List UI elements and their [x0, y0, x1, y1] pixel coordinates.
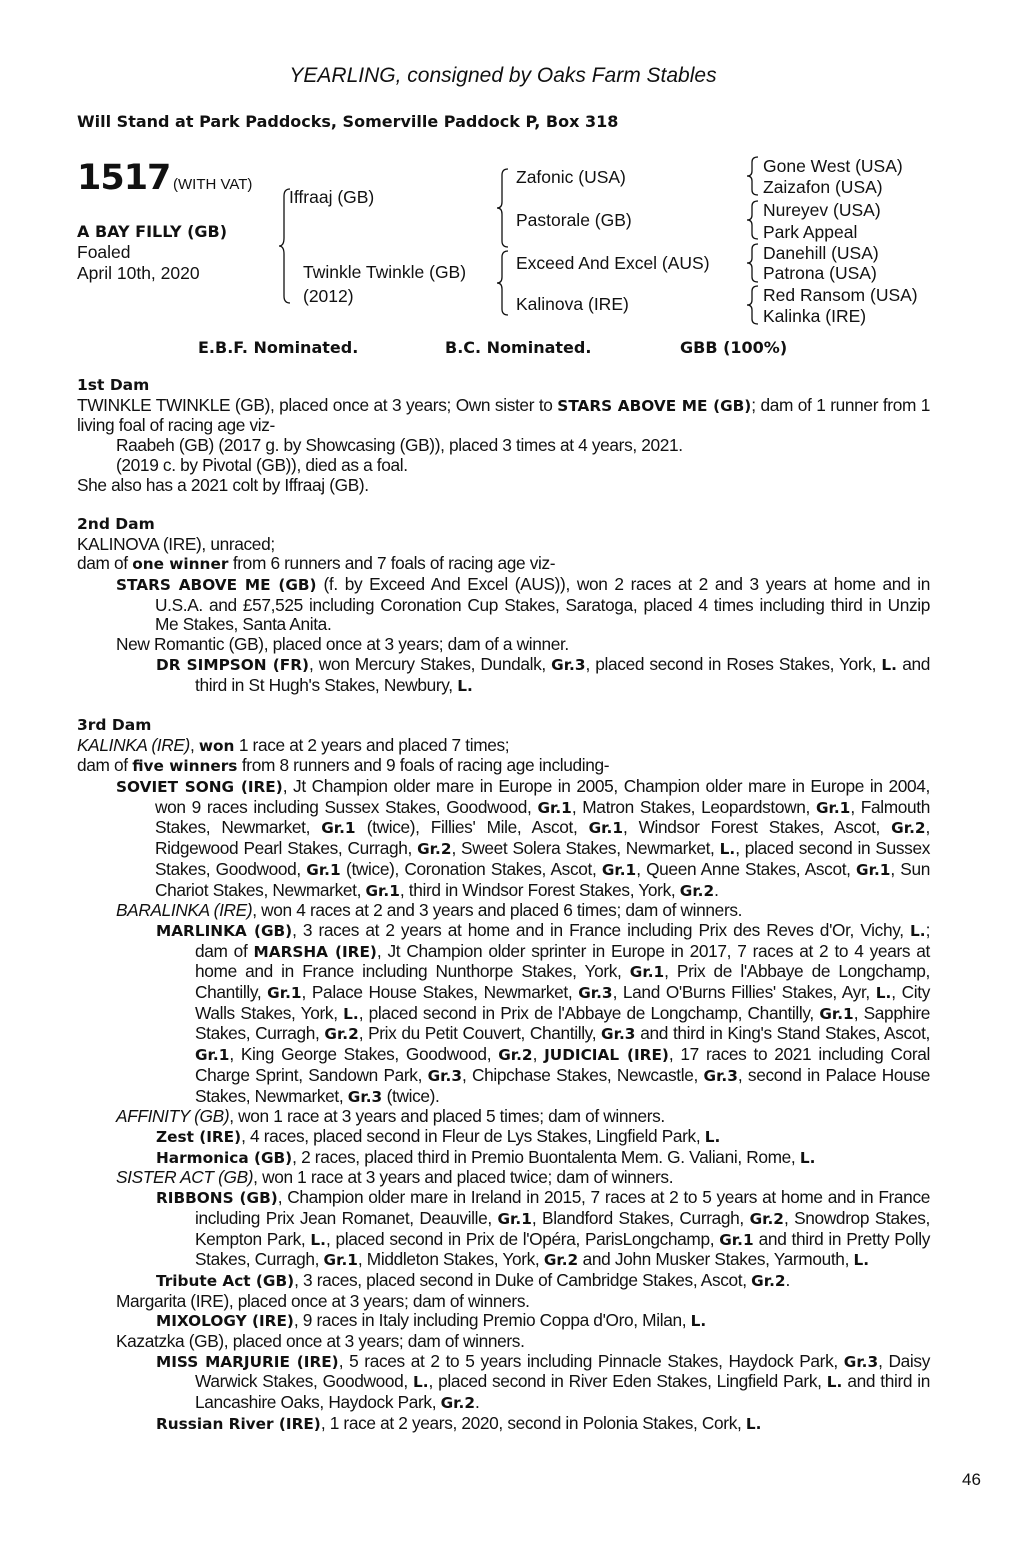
bold-text: DR SIMPSON (FR) — [156, 655, 309, 674]
produce-entry — [77, 1271, 930, 1292]
text-run: from 6 runners and 7 foals of racing age viz- — [228, 553, 556, 574]
text-run: , Matron Stakes, Leopardstown, — [571, 796, 816, 817]
text-run: , Sapphire Stakes, Curragh, — [195, 1002, 931, 1044]
pedigree-brace-3c — [746, 243, 760, 283]
text-run: , Chipchase Stakes, Newcastle, — [462, 1064, 704, 1085]
text-run: , Sun Chariot Stakes, Newmarket, — [155, 858, 930, 900]
bold-text: Gr.3 — [703, 1066, 738, 1085]
pedigree-brace-3b — [746, 200, 760, 240]
bold-text: L. — [881, 655, 897, 674]
text-run: , placed second in Prix de l'Abbaye de Longchamp, Chantilly, — [358, 1002, 820, 1023]
bold-text: Gr.1 — [321, 819, 356, 838]
bold-text: L. — [704, 1127, 721, 1146]
produce-entry — [77, 575, 930, 635]
ebf-nomination: E.B.F. Nominated. — [198, 338, 359, 357]
bold-text: Gr.2 — [751, 1271, 786, 1290]
bold-text: Gr.1 — [267, 984, 302, 1003]
bold-text: SOVIET SONG (IRE) — [116, 778, 283, 797]
bold-text: L. — [826, 1373, 843, 1392]
text-run: , 1 race at 2 years, 2020, second in Polonia Stakes, Cork, — [320, 1412, 746, 1433]
text-run: , Prix de l'Abbaye de Longchamp, Chantilly, — [195, 961, 931, 1003]
text-run: , Middleton Stakes, York, — [357, 1249, 544, 1270]
text-run: (2019 c. by Pivotal (GB)), died as a foal. — [116, 454, 408, 475]
bold-text: Gr.1 — [629, 963, 665, 982]
bold-text: Gr.2 — [440, 1394, 475, 1413]
pedigree-gen3-3: Nureyev (USA) — [763, 200, 881, 220]
section-heading: 2nd Dam — [77, 514, 155, 533]
text-run: , Sweet Solera Stakes, Newmarket, — [451, 838, 720, 859]
bold-text: Gr.1 — [601, 860, 637, 879]
produce-entry — [77, 1352, 930, 1414]
bold-text: L. — [745, 1414, 762, 1433]
gbb-status: GBB (100%) — [680, 338, 788, 357]
bold-text: five winners — [132, 757, 238, 776]
bold-text: one winner — [132, 555, 229, 574]
bold-text: MISS MARJURIE (IRE) — [156, 1352, 339, 1371]
produce-entry — [77, 1311, 930, 1332]
pedigree-gen3-6: Patrona (USA) — [763, 263, 877, 283]
bold-text: Gr.3 — [601, 1025, 636, 1044]
text-run: Kazatzka (GB), placed once at 3 years; dam of winners. — [116, 1331, 525, 1352]
text-run: , third in Windsor Forest Stakes, York, — [399, 879, 680, 900]
text-run: , placed second in Sussex Stakes, Goodwood, — [155, 838, 930, 879]
text-run: She also has a 2021 colt by Iffraaj (GB). — [77, 474, 369, 495]
italic-text: BARALINKA (IRE) — [116, 900, 253, 921]
produce-entry — [77, 554, 930, 575]
bold-text: Gr.1 — [497, 1209, 532, 1228]
text-run: , won 1 race at 3 years and placed 5 times; dam of winners. — [229, 1106, 665, 1127]
text-run: , Jt Champion older mare in Europe in 2005, Champion older mare in Europe in 2004, won 9 races including Sussex Stakes, Goodwood, — [155, 776, 930, 817]
bold-text: L. — [690, 1312, 707, 1331]
bold-text: Tribute Act (GB) — [156, 1271, 295, 1290]
pedigree-brace-3d — [746, 285, 760, 325]
text-run: , 2 races, placed third in Premio Buontalenta Mem. G. Valiani, Rome, — [292, 1146, 800, 1167]
bold-text: Gr.1 — [323, 1251, 358, 1270]
pedigree-gen3-5: Danehill (USA) — [763, 243, 879, 263]
text-run: , Blandford Stakes, Curragh, — [531, 1207, 750, 1228]
produce-entry — [77, 396, 930, 436]
text-run: (twice), Coronation Stakes, Ascot, — [340, 858, 602, 879]
text-run: . — [785, 1269, 790, 1290]
pedigree-gen3-7: Red Ransom (USA) — [763, 285, 918, 305]
italic-text: SISTER ACT (GB) — [116, 1167, 254, 1188]
text-run: and third in Pretty Polly Stakes, Curragh, — [195, 1228, 930, 1270]
bold-text: won — [198, 736, 235, 755]
stabling-location: Will Stand at Park Paddocks, Somerville Paddock P, Box 318 — [77, 112, 619, 131]
text-run: , Champion older mare in Ireland in 2015, 7 races at 2 to 5 years at home and in France including Prix Jean Romanet, Deauville, — [195, 1187, 930, 1228]
text-run: Margarita (IRE), placed once at 3 years; dam of winners. — [116, 1290, 530, 1311]
produce-entry — [77, 655, 930, 696]
pedigree-gen3-4: Park Appeal — [763, 222, 858, 242]
text-run: , won 4 races at 2 and 3 years and placed 6 times; dam of winners. — [252, 900, 743, 921]
produce-entry — [77, 1107, 930, 1127]
produce-entry — [77, 1127, 930, 1148]
dam-section — [77, 515, 930, 696]
text-run: , 17 races to 2021 including Coral Charge Sprint, Sandown Park, — [195, 1044, 931, 1085]
text-run: , Windsor Forest Stakes, Ascot, — [622, 817, 892, 838]
text-run: , 3 races at 2 years at home and in France including Prix des Reves d'Or, Vichy, — [292, 919, 910, 940]
produce-entry — [77, 1148, 930, 1169]
text-run: and third in St Hugh's Stakes, Newbury, — [195, 653, 931, 695]
text-run: New Romantic (GB), placed once at 3 years; dam of a winner. — [116, 634, 569, 655]
italic-text: AFFINITY (GB) — [116, 1106, 230, 1127]
produce-entry — [77, 1292, 930, 1312]
text-run: , 5 races at 2 to 5 years including Pinnacle Stakes, Haydock Park, — [338, 1350, 844, 1371]
text-run: , King George Stakes, Goodwood, — [229, 1044, 499, 1065]
italic-text: KALINKA (IRE) — [77, 734, 190, 755]
text-run: , Prix du Petit Couvert, Chantilly, — [358, 1023, 602, 1044]
bc-nomination: B.C. Nominated. — [445, 338, 592, 357]
bold-text: Gr.3 — [578, 984, 613, 1003]
text-run: , Daisy Warwick Stakes, Goodwood, — [195, 1350, 930, 1392]
lot-number: 1517 — [77, 158, 171, 198]
text-run: , Palace House Stakes, Newmarket, — [301, 982, 579, 1003]
pedigree-brace-2a — [496, 168, 510, 248]
text-run: Raabeh (GB) (2017 g. by Showcasing (GB)), placed 3 times at 4 years, 2021. — [116, 435, 683, 456]
text-run: , Queen Anne Stakes, Ascot, — [636, 858, 857, 879]
bold-text: Zest (IRE) — [156, 1127, 242, 1146]
text-run: (twice), Fillies' Mile, Ascot, — [355, 817, 589, 838]
bold-text: L. — [799, 1148, 816, 1167]
bold-text: Gr.2 — [891, 819, 926, 838]
bold-text: Gr.3 — [551, 655, 586, 674]
pedigree-gen3-2: Zaizafon (USA) — [763, 177, 883, 197]
text-run: (f. by Exceed And Excel (AUS)), won 2 races at 2 and 3 years at home and in U.S.A. and £57,525 including Coronation Cup Stakes, Saratoga, placed 4 times including third in Unzip Me Stakes, Santa Anita. — [155, 574, 930, 635]
foaled-date: April 10th, 2020 — [77, 263, 200, 283]
text-run: , City Walls Stakes, York, — [195, 982, 930, 1023]
text-run: , 3 races, placed second in Duke of Cambridge Stakes, Ascot, — [294, 1269, 752, 1290]
pedigree-gen3-1: Gone West (USA) — [763, 156, 903, 176]
text-run: , 9 races in Italy including Premio Coppa d'Oro, Milan, — [293, 1310, 691, 1331]
text-run: ; dam of — [195, 919, 931, 961]
text-run: (twice). — [382, 1085, 440, 1106]
dam-section — [77, 376, 930, 495]
page-title: YEARLING, consigned by Oaks Farm Stables — [289, 64, 717, 87]
bold-text: L. — [875, 984, 892, 1003]
bold-text: L. — [853, 1251, 870, 1270]
dam-dam: Kalinova (IRE) — [516, 294, 629, 314]
bold-text: Gr.1 — [195, 1046, 230, 1065]
pedigree-brace-3a — [746, 156, 760, 196]
bold-text: STARS ABOVE ME (GB) — [557, 396, 752, 415]
bold-text: STARS ABOVE ME (GB) — [116, 576, 317, 595]
lot-description: A BAY FILLY (GB) — [77, 222, 228, 241]
text-run: from 8 runners and 9 foals of racing age including- — [237, 755, 610, 776]
text-run: TWINKLE TWINKLE (GB), placed once at 3 years; Own sister to — [77, 394, 558, 415]
bold-text: Gr.1 — [306, 860, 341, 879]
bold-text: Gr.1 — [856, 860, 891, 879]
produce-entry — [77, 756, 930, 777]
text-run: 1 race at 2 years and placed 7 times; — [234, 734, 510, 755]
produce-entry — [77, 1332, 930, 1352]
bold-text: JUDICIAL (IRE) — [544, 1046, 669, 1065]
bold-text: Gr.1 — [819, 1004, 854, 1023]
produce-entry — [77, 901, 930, 921]
bold-text: L. — [457, 676, 473, 695]
bold-text: Gr.2 — [749, 1209, 784, 1228]
produce-entry — [77, 635, 930, 655]
pedigree-brace-2b — [496, 250, 510, 316]
bold-text: Russian River (IRE) — [156, 1414, 321, 1433]
produce-entry — [77, 1188, 930, 1271]
bold-text: Gr.1 — [537, 798, 572, 817]
section-heading: 3rd Dam — [77, 715, 152, 734]
text-run: and third in King's Stand Stakes, Ascot, — [635, 1023, 930, 1044]
bold-text: L. — [310, 1230, 326, 1249]
text-run: , — [532, 1044, 545, 1065]
text-run: , Snowdrop Stakes, Kempton Park, — [195, 1207, 931, 1249]
text-run: dam of — [77, 755, 133, 776]
text-run: , 4 races, placed second in Fleur de Lys Stakes, Lingfield Park, — [241, 1125, 705, 1146]
bold-text: MARLINKA (GB) — [156, 921, 293, 940]
bold-text: Gr.2 — [498, 1046, 533, 1065]
text-run: , Ridgewood Pearl Stakes, Curragh, — [155, 817, 930, 859]
bold-text: Gr.1 — [588, 819, 623, 838]
sire: Iffraaj (GB) — [289, 187, 375, 207]
text-run: ; dam of 1 runner from 1 living foal of racing age viz- — [77, 394, 931, 436]
bold-text: Gr.2 — [679, 881, 715, 900]
text-run: dam of — [77, 553, 133, 574]
bold-text: MARSHA (IRE) — [253, 942, 377, 961]
bold-text: Gr.3 — [347, 1087, 383, 1106]
bold-text: Gr.3 — [427, 1066, 462, 1085]
sire-sire: Zafonic (USA) — [516, 167, 626, 187]
text-run: and third in Lancashire Oaks, Haydock Park, — [195, 1371, 930, 1413]
text-run: , Jt Champion older sprinter in Europe in 2017, 7 races at 2 to 4 years at home and in France including Nunthorpe Stakes, York, — [195, 940, 930, 982]
bold-text: Gr.2 — [324, 1025, 359, 1044]
bold-text: L. — [412, 1373, 429, 1392]
text-run: . — [474, 1392, 480, 1413]
bold-text: L. — [719, 840, 736, 859]
text-run: , Land O'Burns Fillies' Stakes, Ayr, — [612, 982, 876, 1003]
vat-note: (WITH VAT) — [173, 176, 253, 193]
produce-entry — [77, 1168, 930, 1188]
dam: Twinkle Twinkle (GB) — [303, 262, 467, 282]
text-run: , won 1 race at 3 years and placed twice; dam of winners. — [253, 1167, 674, 1188]
produce-entry — [77, 1414, 930, 1435]
text-run: , second in Palace House Stakes, Newmarket, — [195, 1064, 931, 1106]
bold-text: Gr.1 — [365, 881, 400, 900]
foaled-label: Foaled — [77, 242, 131, 262]
bold-text: Gr.2 — [543, 1251, 579, 1270]
text-run: , placed second in Roses Stakes, York, — [585, 653, 882, 674]
text-run: . — [714, 879, 719, 900]
text-run: , placed second in River Eden Stakes, Lingfield Park, — [428, 1371, 827, 1392]
text-run: , won Mercury Stakes, Dundalk, — [309, 653, 552, 674]
produce-entry — [77, 921, 930, 1107]
section-heading: 1st Dam — [77, 376, 150, 394]
produce-entry — [77, 476, 930, 496]
produce-entry — [77, 535, 930, 555]
produce-entry — [77, 456, 930, 476]
produce-entry — [77, 777, 930, 901]
page-number: 46 — [962, 1470, 981, 1489]
bold-text: Gr.2 — [417, 840, 452, 859]
bold-text: L. — [910, 921, 926, 940]
pedigree-gen3-8: Kalinka (IRE) — [763, 306, 867, 326]
bold-text: Gr.1 — [815, 798, 851, 817]
text-run: , Falmouth Stakes, Newmarket, — [155, 796, 930, 838]
text-run: and John Musker Stakes, Yarmouth, — [578, 1249, 854, 1270]
bold-text: Harmonica (GB) — [156, 1148, 293, 1167]
bold-text: RIBBONS (GB) — [156, 1189, 278, 1208]
sire-dam: Pastorale (GB) — [516, 210, 632, 230]
bold-text: MIXOLOGY (IRE) — [156, 1312, 294, 1331]
produce-record — [77, 376, 930, 1454]
dam-section — [77, 716, 930, 1435]
dam-sire: Exceed And Excel (AUS) — [516, 253, 710, 273]
text-run: , — [189, 734, 199, 755]
bold-text: Gr.3 — [843, 1352, 879, 1371]
produce-entry — [77, 436, 930, 456]
bold-text: Gr.1 — [719, 1230, 754, 1249]
text-run: , placed second in Prix de l'Opéra, ParisLongchamp, — [325, 1228, 720, 1249]
produce-entry — [77, 736, 930, 757]
text-run: KALINOVA (IRE), unraced; — [77, 533, 275, 554]
bold-text: L. — [343, 1004, 359, 1023]
dam-year: (2012) — [303, 286, 354, 306]
